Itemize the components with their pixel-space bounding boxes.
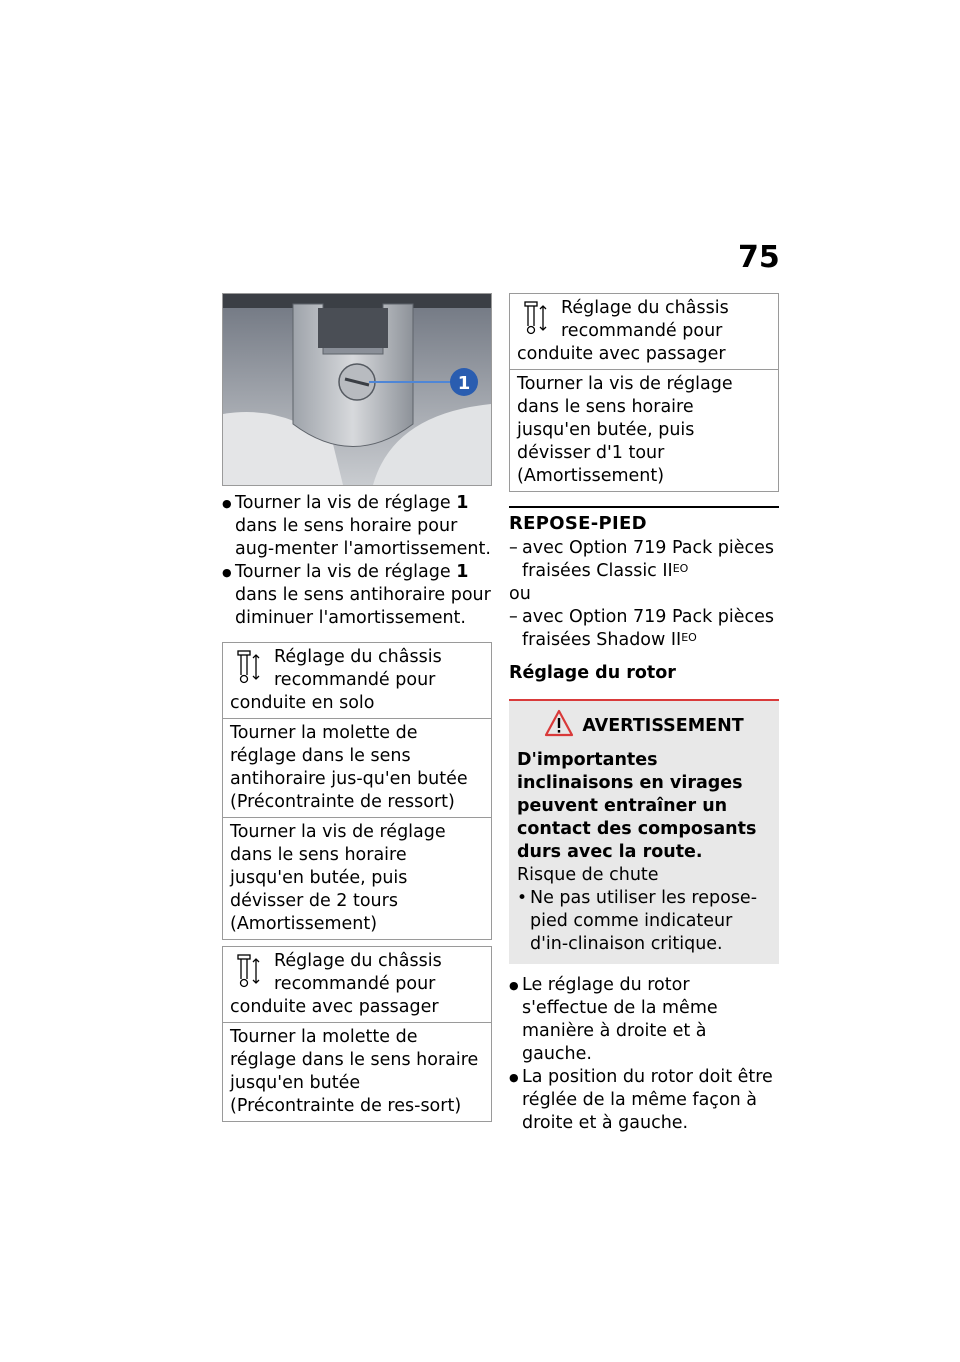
suspension-setting-icon <box>234 649 262 692</box>
option-conditions <box>509 537 779 583</box>
table-header: Réglage du châssis recommandé pour conduite avec passager <box>230 951 442 1017</box>
table-row: Tourner la vis de réglage dans le sens horaire jusqu'en butée, puis dévisser d'1 tour (Amortissement) <box>510 369 778 491</box>
rotor-bullets <box>509 974 779 1135</box>
list-item: – avec Option 719 Pack pièces fraisées Shadow $II^{EO}$ <box>509 606 779 652</box>
table-row: Tourner la molette de réglage dans le sens antihoraire jus-qu'en butée (Précontrainte de ressort) <box>223 718 491 817</box>
list-item: • Ne pas utiliser les repose-pied comme indicateur d'in-clinaison critique. <box>517 887 771 956</box>
page-number: 75 <box>738 240 780 275</box>
warning-bullets <box>517 887 771 956</box>
callout-number: 1 <box>457 373 471 394</box>
warning-header <box>517 711 771 741</box>
right-column <box>509 293 779 1135</box>
suspension-setting-icon <box>234 953 262 996</box>
warning-triangle-icon <box>544 709 574 744</box>
adjust-bullets <box>222 492 492 630</box>
option-conditions-2 <box>509 606 779 652</box>
left-column <box>222 293 492 1122</box>
list-item: ● Tourner la vis de réglage 1 dans le sens horaire pour aug-menter l'amortissement. <box>222 492 492 561</box>
table-row: Tourner la molette de réglage dans le sens horaire jusqu'en butée (Précontrainte de res-sort) <box>223 1022 491 1121</box>
subsection-title: Réglage du rotor <box>509 663 676 683</box>
section-divider <box>509 506 779 508</box>
warning-risk: Risque de chute <box>517 865 659 885</box>
warning-title: AVERTISSEMENT <box>582 715 744 736</box>
passenger-damping-table <box>509 293 779 492</box>
list-item: ● Tourner la vis de réglage 1 dans le sens antihoraire pour diminuer l'amortissement. <box>222 561 492 630</box>
warning-text: D'importantes inclinaisons en virages peuvent entraîner un contact des composants durs avec la route. <box>517 750 757 862</box>
table-row: Tourner la vis de réglage dans le sens horaire jusqu'en butée, puis dévisser de 2 tours (Amortissement) <box>223 817 491 939</box>
or-text: ou <box>509 584 531 604</box>
solo-setting-table <box>222 642 492 940</box>
suspension-setting-icon <box>521 300 549 343</box>
list-item: – avec Option 719 Pack pièces fraisées Classic $II^{EO}$ <box>509 537 779 583</box>
warning-box <box>509 699 779 964</box>
list-item: ● Le réglage du rotor s'effectue de la même manière à droite et à gauche. <box>509 974 779 1066</box>
table-header: Réglage du châssis recommandé pour conduite en solo <box>230 647 442 713</box>
list-item: ● La position du rotor doit être réglée de la même façon à droite et à gauche. <box>509 1066 779 1135</box>
section-title: REPOSE-PIED <box>509 513 647 534</box>
passenger-setting-table <box>222 946 492 1122</box>
shock-adjuster-photo <box>222 293 492 486</box>
table-header: Réglage du châssis recommandé pour conduite avec passager <box>517 298 729 364</box>
